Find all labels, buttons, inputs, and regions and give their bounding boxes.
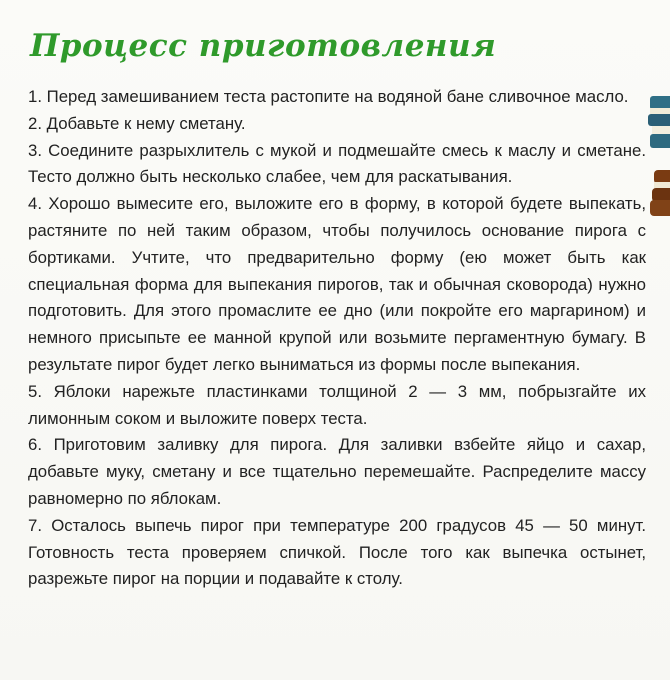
step-7: 7. Осталось выпечь пирог при температуре 200 градусов 45 — 50 минут. Готовность теста проверяем спичкой. После того как выпечка остынет, разрежьте пирог на порции и подавайте к столу. [28,515,646,589]
step-4: 4. Хорошо вымесите его, выложите его в форму, в которой будете выпекать, растяните по ней таким образом, чтобы получилось основание пирога с бортиками. Учтите, что предварительно форму (ею может быть как специальная форма для выпекания пирогов, так и обычная сковорода) нужно подготовить. Для этого промаслите ее дно (или покройте его маргарином) и немного присыпьте ее манной крупой или возьмите пергаментную бумагу. В результате пирог будет легко выниматься из формы после выпекания. [28,194,646,374]
step-2: 2. Добавьте к нему сметану. [28,113,246,133]
steps-list [28,84,646,593]
step-3: 3. Соедините разрыхлитель с мукой и подмешайте смесь к маслу и сметане. Тесто должно быть несколько слабее, чем для раскатывания. [28,140,646,187]
step-5: 5. Яблоки нарежьте пластинками толщиной 2 — 3 мм, побрызгайте их лимонным соком и выложите поверх теста. [28,381,646,428]
step-1: 1. Перед замешиванием теста растопите на водяной бане сливочное масло. [28,87,629,106]
step-6: 6. Приготовим заливку для пирога. Для заливки взбейте яйцо и сахар, добавьте муку, сметану и все тщательно перемешайте. Распределите массу равномерно по яблокам. [28,435,646,508]
page-title: Процесс приготовления [30,28,497,64]
books-icon [640,88,670,238]
